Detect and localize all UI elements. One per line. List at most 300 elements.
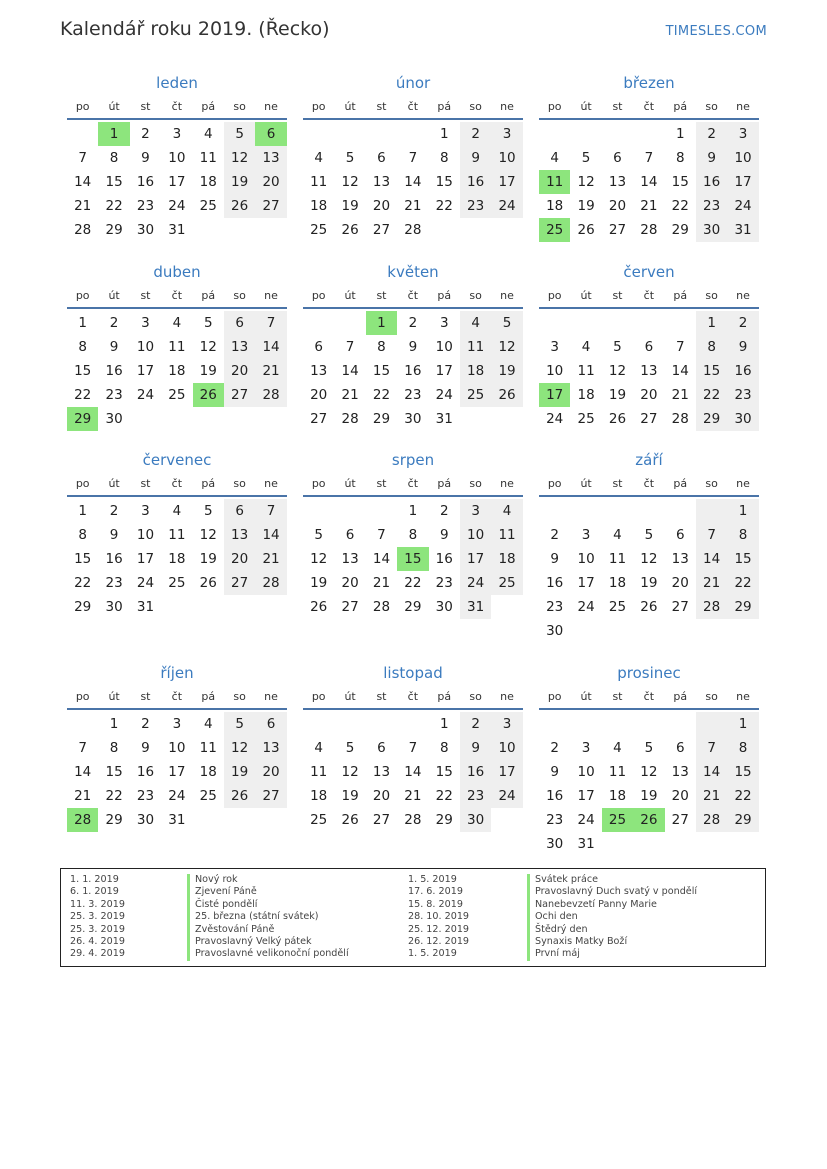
day-cell[interactable]: 9 xyxy=(141,740,150,756)
day-cell[interactable]: 1 xyxy=(109,716,119,732)
day-cell[interactable]: 16 xyxy=(105,363,123,379)
day-cell[interactable]: 20 xyxy=(640,387,658,403)
day-cell[interactable]: 13 xyxy=(224,523,255,547)
day-cell[interactable]: 11 xyxy=(310,174,328,190)
day-cell[interactable]: 21 xyxy=(255,547,286,571)
day-cell[interactable]: 7 xyxy=(255,499,286,523)
day-cell[interactable]: 3 xyxy=(141,315,150,331)
day-cell[interactable]: 22 xyxy=(105,198,123,214)
day-cell[interactable]: 24 xyxy=(577,599,595,615)
day-cell[interactable]: 31 xyxy=(168,222,186,238)
day-cell[interactable]: 8 xyxy=(109,150,119,166)
day-cell[interactable]: 4 xyxy=(314,740,323,756)
day-cell[interactable]: 10 xyxy=(727,146,758,170)
day-cell[interactable]: 17 xyxy=(491,760,522,784)
day-cell[interactable]: 1 xyxy=(675,126,685,142)
day-cell[interactable]: 27 xyxy=(224,383,255,407)
day-cell[interactable]: 17 xyxy=(460,547,491,571)
day-cell[interactable]: 29 xyxy=(727,595,758,619)
day-cell[interactable]: 10 xyxy=(168,150,186,166)
day-cell[interactable]: 25 xyxy=(199,788,217,804)
day-cell[interactable]: 5 xyxy=(613,339,622,355)
day-cell[interactable]: 16 xyxy=(404,363,422,379)
day-cell[interactable]: 4 xyxy=(460,311,491,335)
day-cell[interactable]: 23 xyxy=(696,194,727,218)
day-cell[interactable]: 28 xyxy=(640,222,658,238)
day-cell[interactable]: 1 xyxy=(727,712,758,736)
day-cell[interactable]: 14 xyxy=(671,363,689,379)
day-cell[interactable]: 7 xyxy=(675,339,685,355)
day-cell[interactable]: 15 xyxy=(397,547,428,571)
day-cell[interactable]: 18 xyxy=(577,387,595,403)
day-cell[interactable]: 14 xyxy=(255,335,286,359)
day-cell[interactable]: 18 xyxy=(460,359,491,383)
day-cell[interactable]: 26 xyxy=(577,222,595,238)
day-cell[interactable]: 23 xyxy=(105,387,123,403)
day-cell[interactable]: 8 xyxy=(408,527,418,543)
day-cell[interactable]: 22 xyxy=(74,575,92,591)
day-cell[interactable]: 22 xyxy=(435,788,453,804)
day-cell[interactable]: 15 xyxy=(696,359,727,383)
day-cell[interactable]: 27 xyxy=(255,194,286,218)
day-cell[interactable]: 14 xyxy=(255,523,286,547)
day-cell[interactable]: 26 xyxy=(608,411,627,427)
day-cell[interactable]: 5 xyxy=(644,527,654,543)
day-cell[interactable]: 11 xyxy=(199,740,217,756)
day-cell[interactable]: 2 xyxy=(727,311,758,335)
day-cell[interactable]: 7 xyxy=(696,523,727,547)
day-cell[interactable]: 4 xyxy=(172,503,182,519)
day-cell[interactable]: 24 xyxy=(136,387,155,403)
day-cell[interactable]: 15 xyxy=(105,764,123,780)
day-cell[interactable]: 25 xyxy=(199,198,217,214)
day-cell[interactable]: 15 xyxy=(727,760,758,784)
day-cell[interactable]: 4 xyxy=(613,740,622,756)
day-cell[interactable]: 21 xyxy=(640,198,658,214)
day-cell[interactable]: 19 xyxy=(608,387,627,403)
day-cell[interactable]: 26 xyxy=(491,383,522,407)
day-cell[interactable]: 24 xyxy=(491,194,522,218)
day-cell[interactable]: 12 xyxy=(310,551,328,567)
day-cell[interactable]: 16 xyxy=(105,551,123,567)
day-cell[interactable]: 3 xyxy=(172,126,182,142)
day-cell[interactable]: 14 xyxy=(696,547,727,571)
day-cell[interactable]: 11 xyxy=(577,363,595,379)
day-cell[interactable]: 23 xyxy=(136,198,155,214)
day-cell[interactable]: 15 xyxy=(435,764,453,780)
day-cell[interactable]: 30 xyxy=(136,222,155,238)
day-cell[interactable]: 2 xyxy=(141,716,150,732)
day-cell[interactable]: 23 xyxy=(460,784,491,808)
day-cell[interactable]: 12 xyxy=(199,339,217,355)
day-cell[interactable]: 16 xyxy=(460,760,491,784)
day-cell[interactable]: 11 xyxy=(608,551,627,567)
day-cell[interactable]: 2 xyxy=(141,126,150,142)
day-cell[interactable]: 20 xyxy=(341,575,359,591)
day-cell[interactable]: 31 xyxy=(168,812,186,828)
day-cell[interactable]: 26 xyxy=(633,808,664,832)
day-cell[interactable]: 20 xyxy=(372,788,391,804)
day-cell[interactable]: 21 xyxy=(74,198,92,214)
day-cell[interactable]: 23 xyxy=(546,599,564,615)
day-cell[interactable]: 11 xyxy=(460,335,491,359)
day-cell[interactable]: 11 xyxy=(168,527,186,543)
day-cell[interactable]: 22 xyxy=(105,788,123,804)
day-cell[interactable]: 30 xyxy=(727,407,758,431)
day-cell[interactable]: 12 xyxy=(199,527,217,543)
day-cell[interactable]: 28 xyxy=(404,222,422,238)
day-cell[interactable]: 15 xyxy=(372,363,391,379)
day-cell[interactable]: 11 xyxy=(168,339,186,355)
day-cell[interactable]: 8 xyxy=(727,523,758,547)
day-cell[interactable]: 18 xyxy=(608,575,627,591)
day-cell[interactable]: 10 xyxy=(460,523,491,547)
day-cell[interactable]: 28 xyxy=(671,411,689,427)
day-cell[interactable]: 6 xyxy=(675,740,685,756)
day-cell[interactable]: 20 xyxy=(372,198,391,214)
day-cell[interactable]: 10 xyxy=(491,736,522,760)
day-cell[interactable]: 1 xyxy=(408,503,418,519)
day-cell[interactable]: 6 xyxy=(377,150,386,166)
day-cell[interactable]: 4 xyxy=(203,126,213,142)
day-cell[interactable]: 24 xyxy=(435,387,453,403)
day-cell[interactable]: 27 xyxy=(310,411,328,427)
day-cell[interactable]: 11 xyxy=(539,170,570,194)
day-cell[interactable]: 6 xyxy=(613,150,622,166)
day-cell[interactable]: 19 xyxy=(310,575,328,591)
day-cell[interactable]: 22 xyxy=(727,784,758,808)
day-cell[interactable]: 2 xyxy=(460,712,491,736)
day-cell[interactable]: 3 xyxy=(141,503,150,519)
day-cell[interactable]: 25 xyxy=(539,218,570,242)
day-cell[interactable]: 14 xyxy=(640,174,658,190)
day-cell[interactable]: 6 xyxy=(314,339,323,355)
day-cell[interactable]: 11 xyxy=(491,523,522,547)
day-cell[interactable]: 27 xyxy=(372,222,391,238)
day-cell[interactable]: 30 xyxy=(546,836,564,852)
day-cell[interactable]: 30 xyxy=(696,218,727,242)
day-cell[interactable]: 31 xyxy=(460,595,491,619)
day-cell[interactable]: 5 xyxy=(491,311,522,335)
day-cell[interactable]: 5 xyxy=(203,503,213,519)
day-cell[interactable]: 8 xyxy=(78,339,87,355)
day-cell[interactable]: 2 xyxy=(550,740,559,756)
day-cell[interactable]: 10 xyxy=(136,527,155,543)
day-cell[interactable]: 9 xyxy=(696,146,727,170)
day-cell[interactable]: 19 xyxy=(224,170,255,194)
day-cell[interactable]: 21 xyxy=(404,788,422,804)
day-cell[interactable]: 7 xyxy=(78,740,87,756)
day-cell[interactable]: 10 xyxy=(168,740,186,756)
day-cell[interactable]: 4 xyxy=(172,315,182,331)
day-cell[interactable]: 5 xyxy=(644,740,654,756)
day-cell[interactable]: 18 xyxy=(310,198,328,214)
day-cell[interactable]: 27 xyxy=(341,599,359,615)
day-cell[interactable]: 18 xyxy=(168,551,186,567)
day-cell[interactable]: 14 xyxy=(372,551,391,567)
day-cell[interactable]: 18 xyxy=(491,547,522,571)
day-cell[interactable]: 5 xyxy=(224,122,255,146)
day-cell[interactable]: 20 xyxy=(224,359,255,383)
day-cell[interactable]: 17 xyxy=(577,575,595,591)
day-cell[interactable]: 8 xyxy=(439,740,449,756)
day-cell[interactable]: 3 xyxy=(581,740,591,756)
day-cell[interactable]: 20 xyxy=(671,575,689,591)
day-cell[interactable]: 27 xyxy=(640,411,658,427)
day-cell[interactable]: 23 xyxy=(435,575,453,591)
day-cell[interactable]: 16 xyxy=(546,788,564,804)
day-cell[interactable]: 3 xyxy=(727,122,758,146)
day-cell[interactable]: 1 xyxy=(366,311,397,335)
day-cell[interactable]: 25 xyxy=(310,222,328,238)
day-cell[interactable]: 4 xyxy=(491,499,522,523)
day-cell[interactable]: 1 xyxy=(78,315,87,331)
brand-logo-text[interactable]: TIMESLES.COM xyxy=(665,24,767,39)
day-cell[interactable]: 29 xyxy=(696,407,727,431)
day-cell[interactable]: 18 xyxy=(199,174,217,190)
day-cell[interactable]: 15 xyxy=(727,547,758,571)
day-cell[interactable]: 30 xyxy=(435,599,453,615)
day-cell[interactable]: 26 xyxy=(199,575,217,591)
day-cell[interactable]: 9 xyxy=(141,150,150,166)
day-cell[interactable]: 20 xyxy=(608,198,627,214)
day-cell[interactable]: 17 xyxy=(435,363,453,379)
day-cell[interactable]: 22 xyxy=(727,571,758,595)
day-cell[interactable]: 29 xyxy=(404,599,422,615)
day-cell[interactable]: 20 xyxy=(255,760,286,784)
day-cell[interactable]: 11 xyxy=(310,764,328,780)
day-cell[interactable]: 26 xyxy=(224,784,255,808)
day-cell[interactable]: 14 xyxy=(404,764,422,780)
day-cell[interactable]: 18 xyxy=(608,788,627,804)
day-cell[interactable]: 7 xyxy=(255,311,286,335)
day-cell[interactable]: 19 xyxy=(199,551,217,567)
day-cell[interactable]: 9 xyxy=(550,764,559,780)
day-cell[interactable]: 23 xyxy=(136,788,155,804)
day-cell[interactable]: 19 xyxy=(341,198,359,214)
day-cell[interactable]: 28 xyxy=(404,812,422,828)
day-cell[interactable]: 19 xyxy=(640,575,658,591)
day-cell[interactable]: 20 xyxy=(224,547,255,571)
day-cell[interactable]: 17 xyxy=(136,363,155,379)
day-cell[interactable]: 22 xyxy=(404,575,422,591)
day-cell[interactable]: 2 xyxy=(550,527,559,543)
day-cell[interactable]: 15 xyxy=(435,174,453,190)
day-cell[interactable]: 5 xyxy=(224,712,255,736)
day-cell[interactable]: 26 xyxy=(341,222,359,238)
day-cell[interactable]: 2 xyxy=(460,122,491,146)
day-cell[interactable]: 28 xyxy=(696,595,727,619)
day-cell[interactable]: 24 xyxy=(168,788,186,804)
day-cell[interactable]: 15 xyxy=(105,174,123,190)
day-cell[interactable]: 21 xyxy=(341,387,359,403)
day-cell[interactable]: 6 xyxy=(255,122,286,146)
day-cell[interactable]: 21 xyxy=(74,788,92,804)
day-cell[interactable]: 7 xyxy=(377,527,386,543)
day-cell[interactable]: 2 xyxy=(696,122,727,146)
day-cell[interactable]: 16 xyxy=(727,359,758,383)
day-cell[interactable]: 13 xyxy=(372,764,391,780)
day-cell[interactable]: 27 xyxy=(671,599,689,615)
day-cell[interactable]: 3 xyxy=(491,122,522,146)
day-cell[interactable]: 25 xyxy=(168,575,186,591)
day-cell[interactable]: 23 xyxy=(404,387,422,403)
day-cell[interactable]: 30 xyxy=(105,411,123,427)
day-cell[interactable]: 12 xyxy=(640,551,658,567)
day-cell[interactable]: 21 xyxy=(372,575,391,591)
day-cell[interactable]: 21 xyxy=(696,784,727,808)
day-cell[interactable]: 19 xyxy=(199,363,217,379)
day-cell[interactable]: 6 xyxy=(377,740,386,756)
day-cell[interactable]: 27 xyxy=(671,812,689,828)
day-cell[interactable]: 3 xyxy=(491,712,522,736)
day-cell[interactable]: 1 xyxy=(98,122,129,146)
day-cell[interactable]: 29 xyxy=(372,411,391,427)
day-cell[interactable]: 24 xyxy=(546,411,564,427)
day-cell[interactable]: 1 xyxy=(696,311,727,335)
day-cell[interactable]: 5 xyxy=(345,150,355,166)
day-cell[interactable]: 13 xyxy=(310,363,328,379)
day-cell[interactable]: 6 xyxy=(224,499,255,523)
day-cell[interactable]: 29 xyxy=(105,222,123,238)
day-cell[interactable]: 2 xyxy=(408,315,418,331)
day-cell[interactable]: 14 xyxy=(696,760,727,784)
day-cell[interactable]: 25 xyxy=(491,571,522,595)
day-cell[interactable]: 4 xyxy=(581,339,591,355)
day-cell[interactable]: 24 xyxy=(491,784,522,808)
day-cell[interactable]: 23 xyxy=(460,194,491,218)
day-cell[interactable]: 8 xyxy=(109,740,119,756)
day-cell[interactable]: 9 xyxy=(460,736,491,760)
day-cell[interactable]: 14 xyxy=(341,363,359,379)
day-cell[interactable]: 28 xyxy=(74,222,92,238)
day-cell[interactable]: 30 xyxy=(136,812,155,828)
day-cell[interactable]: 25 xyxy=(460,383,491,407)
day-cell[interactable]: 7 xyxy=(78,150,87,166)
day-cell[interactable]: 27 xyxy=(372,812,391,828)
day-cell[interactable]: 19 xyxy=(341,788,359,804)
day-cell[interactable]: 9 xyxy=(439,527,449,543)
day-cell[interactable]: 3 xyxy=(439,315,449,331)
day-cell[interactable]: 7 xyxy=(345,339,355,355)
day-cell[interactable]: 12 xyxy=(640,764,658,780)
day-cell[interactable]: 2 xyxy=(439,503,449,519)
day-cell[interactable]: 16 xyxy=(136,174,155,190)
day-cell[interactable]: 17 xyxy=(491,170,522,194)
day-cell[interactable]: 4 xyxy=(613,527,622,543)
day-cell[interactable]: 25 xyxy=(577,411,595,427)
day-cell[interactable]: 6 xyxy=(224,311,255,335)
day-cell[interactable]: 28 xyxy=(696,808,727,832)
day-cell[interactable]: 12 xyxy=(577,174,595,190)
day-cell[interactable]: 4 xyxy=(314,150,323,166)
day-cell[interactable]: 13 xyxy=(255,736,286,760)
day-cell[interactable]: 2 xyxy=(109,503,119,519)
day-cell[interactable]: 10 xyxy=(136,339,155,355)
day-cell[interactable]: 9 xyxy=(550,551,559,567)
day-cell[interactable]: 23 xyxy=(546,812,564,828)
day-cell[interactable]: 5 xyxy=(345,740,355,756)
day-cell[interactable]: 6 xyxy=(345,527,355,543)
day-cell[interactable]: 22 xyxy=(671,198,689,214)
day-cell[interactable]: 23 xyxy=(105,575,123,591)
day-cell[interactable]: 26 xyxy=(341,812,359,828)
day-cell[interactable]: 18 xyxy=(546,198,564,214)
day-cell[interactable]: 21 xyxy=(671,387,689,403)
day-cell[interactable]: 19 xyxy=(640,788,658,804)
day-cell[interactable]: 17 xyxy=(136,551,155,567)
day-cell[interactable]: 18 xyxy=(168,363,186,379)
day-cell[interactable]: 28 xyxy=(255,383,286,407)
day-cell[interactable]: 13 xyxy=(224,335,255,359)
day-cell[interactable]: 7 xyxy=(696,736,727,760)
day-cell[interactable]: 31 xyxy=(136,599,155,615)
day-cell[interactable]: 14 xyxy=(74,764,92,780)
day-cell[interactable]: 1 xyxy=(439,126,449,142)
day-cell[interactable]: 16 xyxy=(546,575,564,591)
day-cell[interactable]: 17 xyxy=(168,174,186,190)
day-cell[interactable]: 22 xyxy=(372,387,391,403)
day-cell[interactable]: 12 xyxy=(341,764,359,780)
day-cell[interactable]: 7 xyxy=(644,150,654,166)
day-cell[interactable]: 28 xyxy=(372,599,391,615)
day-cell[interactable]: 3 xyxy=(550,339,559,355)
day-cell[interactable]: 28 xyxy=(67,808,98,832)
day-cell[interactable]: 24 xyxy=(136,575,155,591)
day-cell[interactable]: 30 xyxy=(546,623,564,639)
day-cell[interactable]: 24 xyxy=(727,194,758,218)
day-cell[interactable]: 27 xyxy=(255,784,286,808)
day-cell[interactable]: 18 xyxy=(199,764,217,780)
day-cell[interactable]: 8 xyxy=(727,736,758,760)
day-cell[interactable]: 25 xyxy=(168,387,186,403)
day-cell[interactable]: 6 xyxy=(644,339,654,355)
day-cell[interactable]: 20 xyxy=(310,387,328,403)
day-cell[interactable]: 14 xyxy=(74,174,92,190)
day-cell[interactable]: 13 xyxy=(372,174,391,190)
day-cell[interactable]: 17 xyxy=(539,383,570,407)
day-cell[interactable]: 26 xyxy=(640,599,658,615)
day-cell[interactable]: 16 xyxy=(460,170,491,194)
day-cell[interactable]: 1 xyxy=(727,499,758,523)
day-cell[interactable]: 19 xyxy=(491,359,522,383)
day-cell[interactable]: 17 xyxy=(577,788,595,804)
day-cell[interactable]: 1 xyxy=(78,503,87,519)
day-cell[interactable]: 5 xyxy=(314,527,323,543)
day-cell[interactable]: 19 xyxy=(577,198,595,214)
day-cell[interactable]: 4 xyxy=(550,150,559,166)
day-cell[interactable]: 30 xyxy=(105,599,123,615)
day-cell[interactable]: 17 xyxy=(168,764,186,780)
day-cell[interactable]: 22 xyxy=(74,387,92,403)
day-cell[interactable]: 21 xyxy=(404,198,422,214)
day-cell[interactable]: 8 xyxy=(377,339,386,355)
day-cell[interactable]: 16 xyxy=(435,551,453,567)
day-cell[interactable]: 12 xyxy=(341,174,359,190)
day-cell[interactable]: 7 xyxy=(408,150,418,166)
day-cell[interactable]: 9 xyxy=(460,146,491,170)
day-cell[interactable]: 15 xyxy=(671,174,689,190)
day-cell[interactable]: 13 xyxy=(341,551,359,567)
day-cell[interactable]: 10 xyxy=(491,146,522,170)
day-cell[interactable]: 26 xyxy=(224,194,255,218)
day-cell[interactable]: 12 xyxy=(224,736,255,760)
day-cell[interactable]: 13 xyxy=(640,363,658,379)
day-cell[interactable]: 26 xyxy=(310,599,328,615)
day-cell[interactable]: 22 xyxy=(696,383,727,407)
day-cell[interactable]: 6 xyxy=(255,712,286,736)
day-cell[interactable]: 11 xyxy=(608,764,627,780)
